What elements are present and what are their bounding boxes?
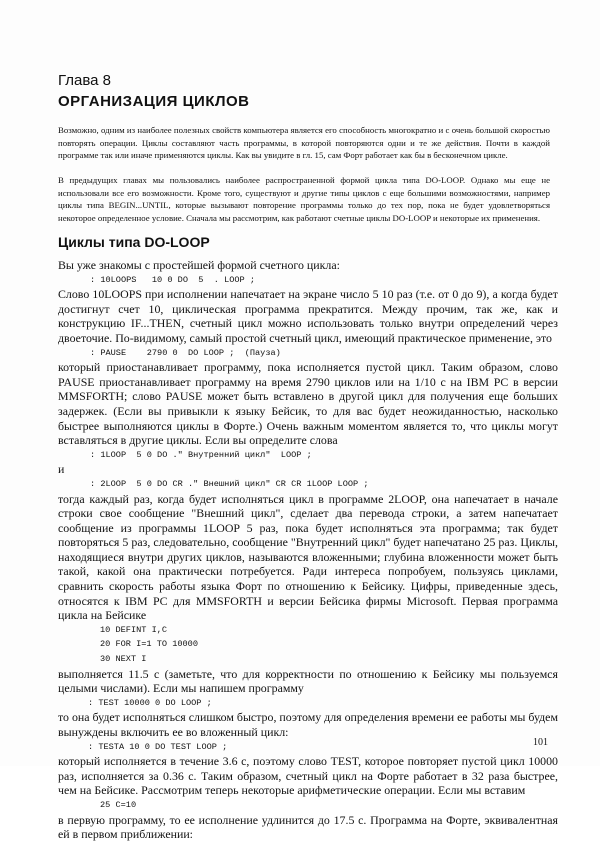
intro-paragraph-2: В предыдущих главах мы пользовались наиболее распространенной формой цикла типа DO-LOOP. Однако мы еще не использовали все его возможности. Кроме того, существуют и другие типы циклов с еще большими возможностями, например циклы типа BEGIN...UNTIL, которые вызывают повторение программы только до тех пор, пока не будет удовлетворяться некоторое определенное условие. Сначала мы рассмотрим, как работают счетные циклы DO-LOOP и некоторые их применения. bbox=[58, 175, 550, 223]
page-number: 101 bbox=[533, 737, 548, 748]
body-paragraph: который приостанавливает программу, пока исполняется пустой цикл. Таким образом, слово PAUSE приостанавливает программу на время 2790 циклов или на 1/10 с на IBM PC в версии MMSFORTH; слово PAUSE может быть вставлено в другой цикл для получения еще больших задержек. (Если вы привыкли к языку Бейсик, то для вас будет неожиданностью, насколько быстрее выполняются циклы в Форте.) Очень важным моментом является то, что циклы могут вставляться в другие циклы. Если вы определите слова bbox=[58, 360, 558, 448]
chapter-label: Глава 8 bbox=[58, 72, 112, 89]
body-paragraph: который исполняется в течение 3.6 с, поэтому слово TEST, которое повторяет пустой цикл 10000 раз, исполняется за 0.36 с. Таким образом, счетный цикл на Форте работает в 32 раза быстрее, чем на Бейсике. Рассмотрим теперь некоторые арифметические операции. Если мы вставим bbox=[58, 754, 558, 798]
intro-paragraph-1: Возможно, одним из наиболее полезных свойств компьютера является его способность многократно и с очень большой скоростью повторять операции. Циклы составляют часть программы, в которой повторяются одни и те же действия. Почти в каждой программе так или иначе применяются циклы. Как вы увидите в гл. 15, сам Форт работает как бы в бесконечном цикле. bbox=[58, 125, 550, 160]
code-line: : 2LOOP 5 0 DO CR ." Внешний цикл" CR CR 1LOOP LOOP ; bbox=[90, 478, 369, 489]
conjunction: и bbox=[58, 462, 65, 477]
basic-code-line: 20 FOR I=1 TO 10000 bbox=[100, 639, 198, 650]
body-text bbox=[58, 258, 558, 842]
code-line: : TESTA 10 0 DO TEST LOOP ; bbox=[88, 741, 228, 752]
code-line: : 10LOOPS 10 0 DO 5 . LOOP ; bbox=[90, 274, 256, 285]
chapter-title: ОРГАНИЗАЦИЯ ЦИКЛОВ bbox=[58, 93, 250, 110]
code-line: : TEST 10000 0 DO LOOP ; bbox=[88, 697, 212, 708]
section-heading: Циклы типа DO-LOOP bbox=[58, 234, 210, 250]
body-paragraph: Слово 10LOOPS при исполнении напечатает на экране число 5 10 раз (т.е. от 0 до 9), а когда будет достигнут счет 10, циклическая программа прекратится. Между прочим, так же, как и конструкцию IF...THEN, счетный цикл можно использовать только внутри определений через двоеточие. По-видимому, самый простой счетный цикл, имеющий практическое применение, это bbox=[58, 287, 558, 345]
body-paragraph: в первую программу, то ее исполнение удлинится до 17.5 с. Программа на Форте, эквивалентная ей в первом приближении: bbox=[58, 812, 558, 842]
basic-code-line: 25 C=10 bbox=[100, 799, 137, 810]
basic-code-line: 30 NEXT I bbox=[100, 654, 147, 665]
body-paragraph: выполняется 11.5 с (заметьте, что для корректности по отношению к Бейсику мы пользуемся целыми числами). Если мы напишем программу bbox=[58, 666, 558, 696]
body-paragraph: Вы уже знакомы с простейшей формой счетного цикла: bbox=[58, 258, 340, 272]
code-line: : PAUSE 2790 0 DO LOOP ; (Пауза) bbox=[90, 347, 281, 358]
basic-code-line: 10 DEFINT I,C bbox=[100, 624, 168, 635]
body-paragraph: то она будет исполняться слишком быстро, поэтому для определения времени ее работы мы будем вынуждены включить ее во вложенный цикл: bbox=[58, 710, 558, 739]
body-paragraph: тогда каждый раз, когда будет исполняться цикл в программе 2LOOP, она напечатает в начале строки свое сообщение "Внешний цикл", сделает два перевода строки, а затем напечатает сообщение из программы 1LOOP 5 раз, пока будет исполняться эта программа; так будет повторяться 5 раз, следовательно, сообщение "Внутренний цикл" будет напечатано 25 раз. Циклы, находящиеся внутри других циклов, называются вложенными; глубина вложенности может быть такой, какой она практически потребуется. Ради интереса попробуем, пользуясь циклами, сравнить скорость работы языка Форт по отношению к Бейсику. Цифры, приведенные здесь, относятся к IBM PC для MMSFORTH и версии Бейсика фирмы Microsoft. Первая программа цикла на Бейсике bbox=[58, 491, 558, 623]
code-line: : 1LOOP 5 0 DO ." Внутренний цикл" LOOP ; bbox=[90, 449, 312, 460]
